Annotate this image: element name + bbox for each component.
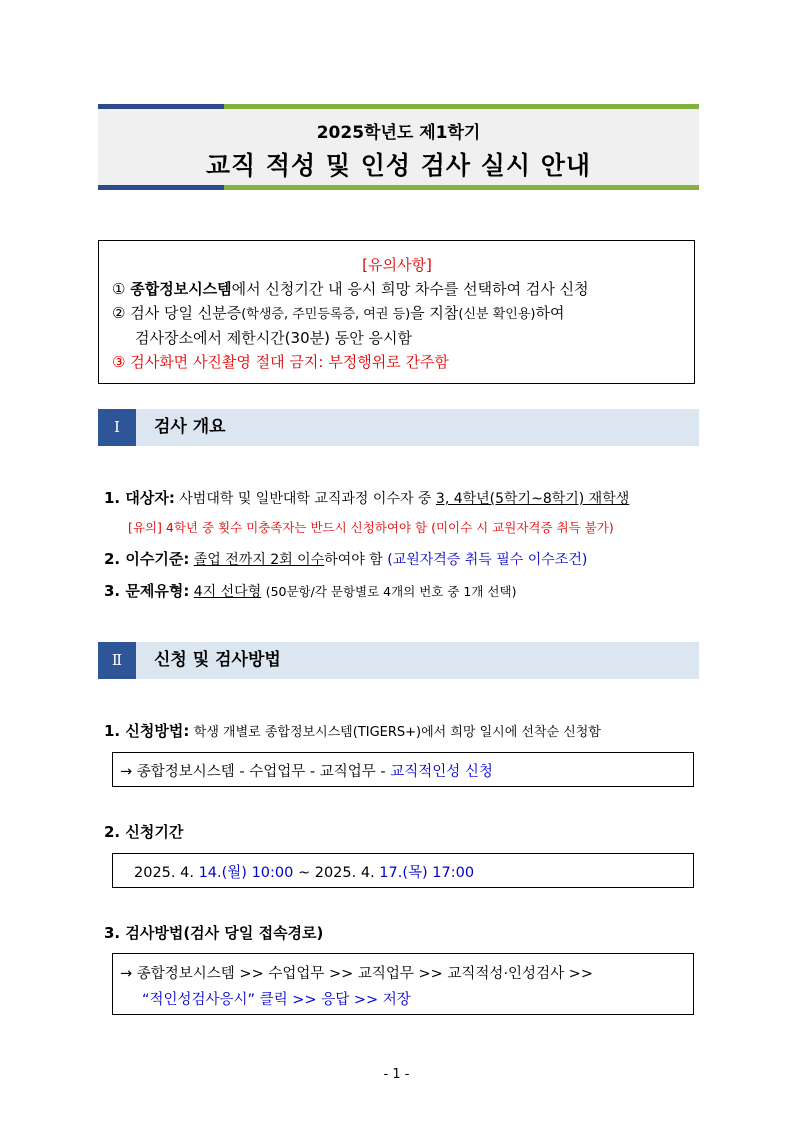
section-2-title: 신청 및 검사방법	[154, 650, 281, 670]
apply-period	[134, 861, 474, 882]
section-2-header	[98, 642, 699, 679]
notice-item-2-line-2: 검사장소에서 제한시간(30분) 동안 응시함	[135, 329, 412, 347]
target-text: 사범대학 및 일반대학 교직과정 이수자 중	[179, 491, 432, 507]
criteria-line	[104, 548, 587, 569]
question-type-label: 3. 문제유형:	[104, 582, 190, 600]
question-type-value: 4지 선다형	[193, 584, 262, 600]
notice-item-1-system: 종합정보시스템	[130, 280, 232, 298]
period-end-date: ~ 2025. 4.	[293, 865, 380, 881]
section-1-title: 검사 개요	[154, 417, 226, 437]
criteria-text: 하여야 함	[324, 552, 383, 568]
notice-item-2-text-b: 을 지참	[410, 304, 459, 322]
criteria-label: 2. 이수기준:	[104, 550, 190, 568]
period-start-date: 2025. 4.	[134, 865, 199, 881]
section-1-number: Ⅰ	[98, 409, 136, 446]
notice-item-1-text: 에서 신청기간 내 응시 희망 차수를 선택하여 검사 신청	[231, 280, 589, 298]
apply-path-steps: → 종합정보시스템 - 수업업무 - 교직업무 -	[120, 764, 391, 780]
notice-item-2	[112, 302, 564, 323]
title-bar-top-blue	[98, 104, 224, 109]
exam-path-line-1: → 종합정보시스템 >> 수업업무 >> 교직업무 >> 교직적성·인성검사 >>	[120, 966, 593, 982]
section-2-number: Ⅱ	[98, 642, 136, 679]
apply-period-heading	[104, 821, 183, 842]
target-grades: 3, 4학년(5학기~8학기) 재학생	[435, 491, 630, 507]
criteria-requirement: 졸업 전까지 2회 이수	[193, 552, 325, 568]
question-type-line	[104, 580, 516, 601]
target-label: 1. 대상자:	[104, 489, 175, 507]
period-end-time: 17.(목) 17:00	[379, 865, 475, 881]
title-bar-bottom-blue	[98, 185, 224, 190]
apply-period-label: 2. 신청기간	[104, 823, 184, 841]
notice-item-2-purpose: (신분 확인용)	[458, 307, 536, 322]
exam-method-label: 3. 검사방법(검사 당일 접속경로)	[104, 924, 324, 942]
page-number: - 1 -	[383, 1067, 410, 1082]
apply-path	[120, 760, 493, 781]
question-type-detail: (50문항/각 문항별로 4개의 번호 중 1개 선택)	[265, 584, 517, 599]
apply-path-final-step: 교직적인성 신청	[390, 764, 493, 780]
notice-item-1	[112, 278, 589, 299]
target-line	[104, 487, 629, 508]
apply-method-label: 1. 신청방법:	[104, 722, 190, 740]
document-title: 교직 적성 및 인성 검사 실시 안내	[205, 151, 592, 180]
criteria-condition: (교원자격증 취득 필수 이수조건)	[387, 552, 588, 568]
notice-heading: [유의사항]	[362, 256, 432, 274]
period-start-time: 14.(월) 10:00	[198, 865, 294, 881]
document-subtitle: 2025학년도 제1학기	[316, 123, 481, 143]
notice-item-2-id-types: (학생증, 주민등록증, 여권 등)	[241, 307, 411, 322]
notice-item-2-text-c: 하여	[535, 304, 565, 322]
title-bar-top-green	[224, 104, 699, 109]
target-warning-note: [유의] 4학년 중 횟수 미충족자는 반드시 신청하여야 함 (미이수 시 교원자격증 취득 불가)	[128, 520, 614, 535]
notice-item-1-number: ①	[112, 280, 126, 298]
notice-item-2-number: ②	[112, 304, 126, 322]
exam-method-heading	[104, 922, 323, 943]
apply-method-line	[104, 720, 601, 741]
section-1-header	[98, 409, 699, 446]
notice-item-2-text-a: 검사 당일 신분증	[130, 304, 242, 322]
apply-method-text: 학생 개별로 종합정보시스템(TIGERS+)에서 희망 일시에 선착순 신청함	[193, 725, 601, 740]
exam-path-line-2: “적인성검사응시” 클릭 >> 응답 >> 저장	[142, 992, 411, 1008]
notice-item-3-warning: ③ 검사화면 사진촬영 절대 금지: 부정행위로 간주함	[112, 353, 449, 371]
title-bar-bottom-green	[224, 185, 699, 190]
